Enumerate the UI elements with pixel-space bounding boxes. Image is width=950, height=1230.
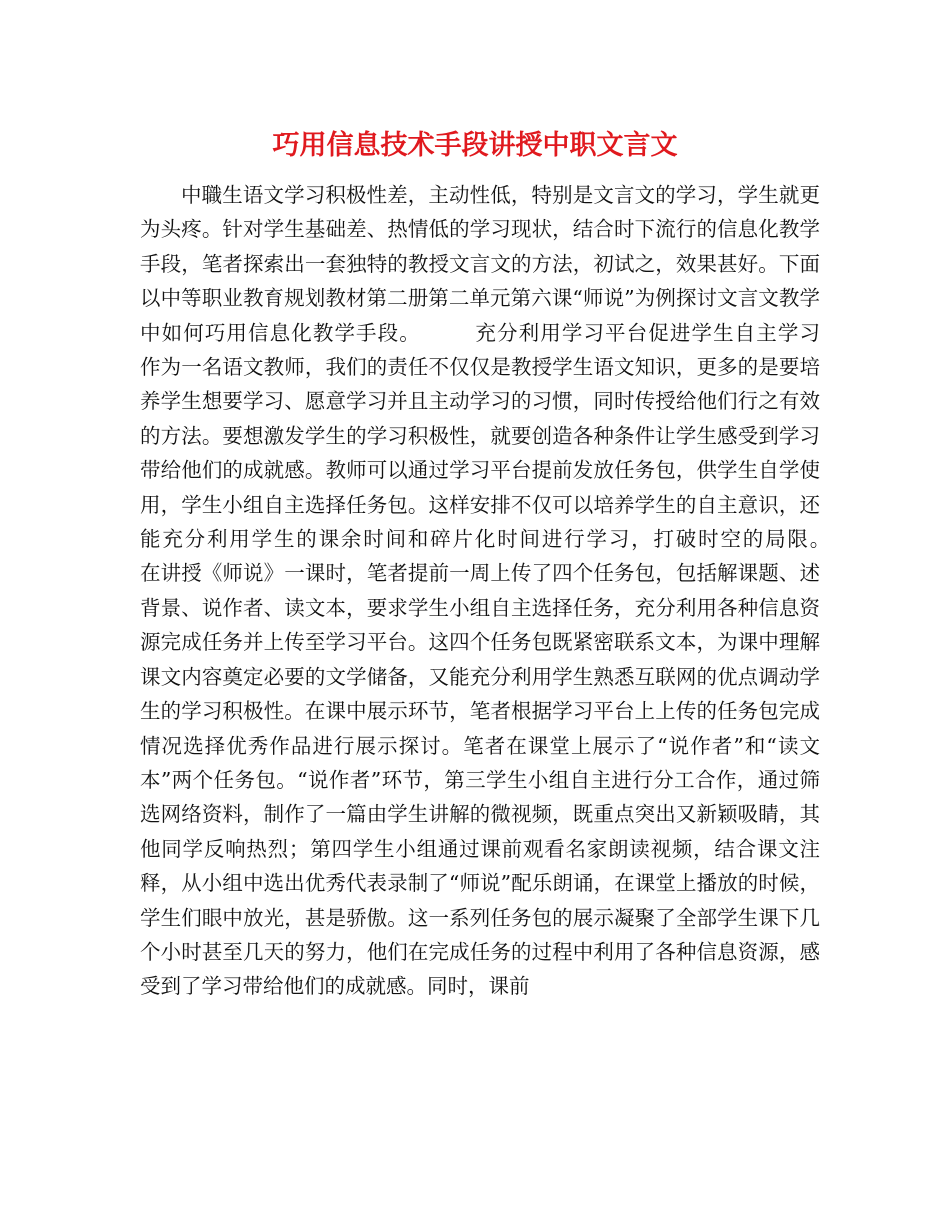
- document-title: 巧用信息技术手段讲授中职文言文: [272, 130, 678, 161]
- document-body-paragraph: 中職生语文学习积极性差，主动性低，特别是文言文的学习，学生就更为头疼。针对学生基础差、热情低的学习现状，结合时下流行的信息化教学手段，笔者探索出一套独特的教授文言文的方法，初试之，效果甚好。下面以中等职业教育规划教材第二册第二单元第六课“师说”为例探讨文言文教学中如何巧用信息化教学手段。 充分利用学习平台促进学生自主学习 作为一名语文教师，我们的责任不仅仅是教授学生语文知识，更多的是要培养学生想要学习、愿意学习并且主动学习的习惯，同时传授给他们行之有效的方法。要想激发学生的学习积极性，就要创造各种条件让学生感受到学习带给他们的成就感。教师可以通过学习平台提前发放任务包，供学生自学使用，学生小组自主选择任务包。这样安排不仅可以培养学生的自主意识，还能充分利用学生的课余时间和碎片化时间进行学习，打破时空的局限。 在讲授《师说》一课时，笔者提前一周上传了四个任务包，包括解课题、述背景、说作者、读文本，要求学生小组自主选择任务，充分利用各种信息资源完成任务并上传至学习平台。这四个任务包既紧密联系文本，为课中理解课文内容奠定必要的文学储备，又能充分利用学生熟悉互联网的优点调动学生的学习积极性。在课中展示环节，笔者根据学习平台上上传的任务包完成情况选择优秀作品进行展示探讨。笔者在课堂上展示了“说作者”和“读文本”两个任务包。“说作者”环节，第三学生小组自主进行分工合作，通过筛选网络资料，制作了一篇由学生讲解的微视频，既重点突出又新颖吸睛，其他同学反响热烈；第四学生小组通过课前观看名家朗读视频，结合课文注释，从小组中选出优秀代表录制了“师说”配乐朗诵，在课堂上播放的时候，学生们眼中放光，甚是骄傲。这一系列任务包的展示凝聚了全部学生课下几个小时甚至几天的努力，他们在完成任务的过程中利用了各种信息资源，感受到了学习带给他们的成就感。同时，课前: [140, 183, 882, 999]
